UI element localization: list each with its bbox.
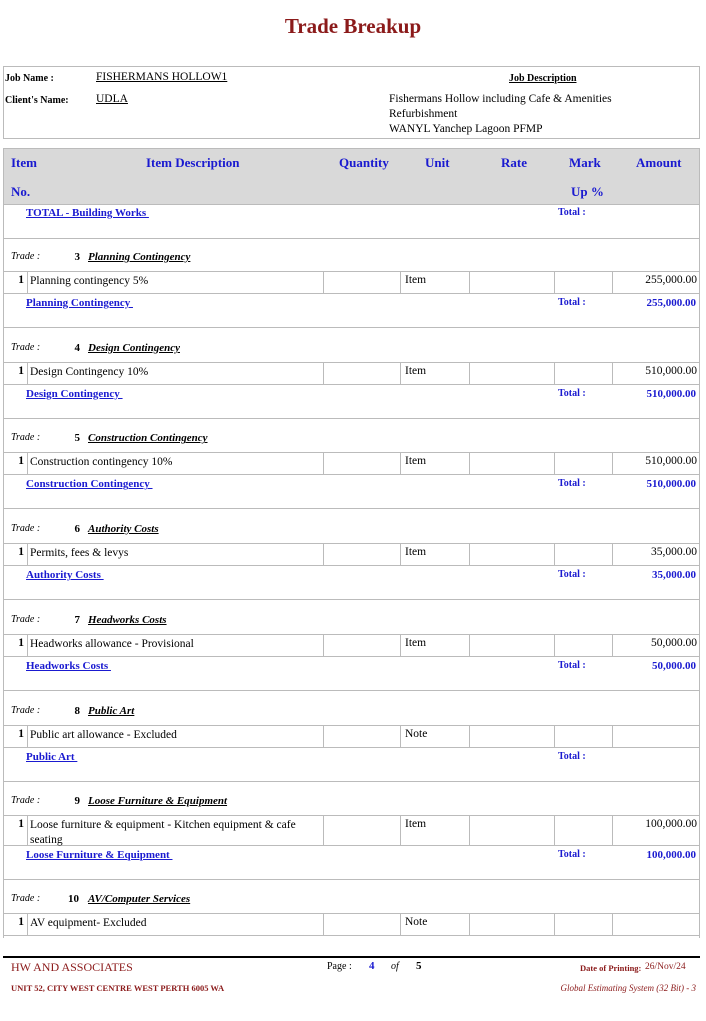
trade-total-amount: 255,000.00 — [646, 297, 696, 309]
item-number: 1 — [18, 274, 24, 286]
item-amount: 510,000.00 — [645, 364, 697, 377]
client-name-value: UDLA — [96, 93, 128, 105]
item-description: Construction contingency 10% — [30, 456, 173, 469]
trade-total-amount: 510,000.00 — [646, 478, 696, 491]
footer-page-count: 5 — [416, 960, 422, 972]
trade-total-link[interactable]: Loose Furniture & Equipment — [26, 849, 173, 862]
item-amount: 510,000.00 — [645, 455, 697, 468]
cell-divider — [323, 914, 324, 935]
footer-date: 26/Nov/24 — [645, 962, 686, 972]
trade-total-label: Total : — [558, 297, 586, 308]
trade-number: 7 — [74, 613, 80, 626]
cell-divider — [612, 272, 613, 293]
trade-name: Headworks Costs — [88, 613, 167, 626]
table-row — [3, 543, 700, 566]
table-row — [3, 452, 700, 475]
trade-name: AV/Computer Services — [88, 892, 191, 905]
section-divider — [3, 418, 700, 419]
job-description-label: Job Description — [509, 73, 577, 84]
cell-divider — [612, 544, 613, 565]
trade-label: Trade : — [11, 341, 41, 353]
item-number: 1 — [18, 455, 24, 468]
table-row — [3, 634, 700, 657]
trade-label: Trade : — [11, 892, 41, 904]
cell-divider — [400, 544, 401, 565]
trade-name: Planning Contingency — [88, 251, 191, 263]
item-number: 1 — [18, 818, 24, 831]
building-works-total-link[interactable]: TOTAL - Building Works — [26, 207, 149, 219]
trade-total-amount: 50,000.00 — [652, 659, 696, 672]
trade-number: 5 — [74, 432, 80, 445]
cell-divider — [27, 635, 28, 656]
cell-divider — [554, 272, 555, 293]
cell-divider — [323, 272, 324, 293]
cell-divider — [469, 635, 470, 656]
cell-divider — [323, 726, 324, 747]
item-unit: Item — [405, 364, 427, 377]
page-title: Trade Breakup — [284, 14, 422, 38]
item-unit: Item — [405, 818, 427, 831]
trade-number: 6 — [74, 523, 80, 536]
cell-divider — [400, 272, 401, 293]
item-description: AV equipment- Excluded — [30, 916, 147, 929]
footer-company: HW AND ASSOCIATES — [11, 960, 133, 974]
job-description-line: Fishermans Hollow including Cafe & Amenities — [389, 93, 612, 105]
cell-divider — [400, 726, 401, 747]
trade-total-link[interactable]: Design Contingency — [26, 387, 123, 400]
col-rate: Rate — [501, 155, 527, 170]
col-description: Item Description — [146, 155, 240, 170]
section-divider — [3, 508, 700, 509]
cell-divider — [400, 635, 401, 656]
cell-divider — [27, 363, 28, 384]
trade-label: Trade : — [11, 251, 41, 262]
job-description-line: WANYL Yanchep Lagoon PFMP — [389, 123, 543, 135]
column-header — [3, 148, 700, 205]
cell-divider — [554, 544, 555, 565]
item-description: Public art allowance - Excluded — [30, 728, 177, 741]
col-item: Item — [11, 155, 37, 170]
col-item-no: No. — [11, 184, 31, 199]
item-unit: Note — [405, 915, 428, 928]
item-description: Planning contingency 5% — [30, 275, 149, 287]
trade-name: Construction Contingency — [88, 432, 208, 445]
trade-label: Trade : — [11, 795, 41, 807]
section-divider — [3, 781, 700, 782]
trade-number: 10 — [68, 892, 79, 905]
table-row — [3, 815, 700, 846]
trade-number: 3 — [74, 251, 80, 263]
item-amount: 100,000.00 — [645, 818, 697, 831]
cell-divider — [27, 816, 28, 845]
trade-number: 4 — [74, 341, 80, 354]
cell-divider — [323, 816, 324, 845]
trade-label: Trade : — [11, 704, 41, 716]
trade-total-label: Total : — [558, 659, 586, 671]
item-unit: Item — [405, 274, 427, 286]
cell-divider — [27, 726, 28, 747]
trade-name: Authority Costs — [88, 523, 159, 536]
item-unit: Item — [405, 455, 427, 468]
cell-divider — [554, 914, 555, 935]
trade-total-label: Total : — [558, 478, 586, 490]
cell-divider — [400, 363, 401, 384]
table-row — [3, 725, 700, 748]
trade-total-link[interactable]: Planning Contingency — [26, 297, 133, 309]
item-unit: Item — [405, 636, 427, 649]
item-number: 1 — [18, 636, 24, 649]
cell-divider — [554, 635, 555, 656]
item-description: Loose furniture & equipment - Kitchen equipment & cafe seating — [30, 819, 296, 847]
cell-divider — [323, 453, 324, 474]
section-divider — [3, 879, 700, 880]
cell-divider — [554, 363, 555, 384]
section-divider — [3, 238, 700, 239]
building-works-total-label: Total : — [558, 207, 586, 218]
cell-divider — [323, 363, 324, 384]
cell-divider — [612, 363, 613, 384]
col-amount: Amount — [636, 155, 682, 170]
job-name-label: Job Name : — [5, 73, 54, 84]
job-info-box — [3, 66, 700, 139]
cell-divider — [612, 726, 613, 747]
cell-divider — [27, 914, 28, 935]
trade-label: Trade : — [11, 523, 41, 535]
table-row — [3, 913, 700, 936]
cell-divider — [612, 635, 613, 656]
item-description: Permits, fees & levys — [30, 547, 129, 560]
trade-number: 8 — [74, 704, 80, 717]
item-unit: Item — [405, 546, 427, 559]
col-quantity: Quantity — [339, 155, 389, 170]
section-divider — [3, 327, 700, 328]
col-markup-pct: Up % — [571, 184, 604, 199]
cell-divider — [469, 544, 470, 565]
cell-divider — [27, 453, 28, 474]
section-divider — [3, 690, 700, 691]
footer-of-label: of — [391, 961, 399, 972]
cell-divider — [469, 453, 470, 474]
col-unit: Unit — [425, 155, 450, 170]
item-amount: 50,000.00 — [651, 636, 697, 649]
table-row — [3, 362, 700, 385]
cell-divider — [612, 816, 613, 845]
trade-total-amount: 100,000.00 — [646, 849, 696, 862]
trade-label: Trade : — [11, 432, 41, 444]
footer-date-label: Date of Printing: — [580, 963, 642, 973]
cell-divider — [469, 914, 470, 935]
cell-divider — [323, 635, 324, 656]
trade-total-link[interactable]: Construction Contingency — [26, 478, 153, 491]
trade-total-link[interactable]: Public Art — [26, 750, 78, 763]
item-description: Design Contingency 10% — [30, 365, 149, 378]
footer-rule — [3, 956, 700, 958]
footer-address: UNIT 52, CITY WEST CENTRE WEST PERTH 6005 WA — [11, 983, 225, 993]
item-number: 1 — [18, 546, 24, 559]
item-amount: 35,000.00 — [651, 546, 697, 559]
cell-divider — [469, 272, 470, 293]
trade-name: Loose Furniture & Equipment — [88, 795, 228, 808]
cell-divider — [400, 816, 401, 845]
trade-total-amount: 35,000.00 — [652, 569, 696, 582]
table-row — [3, 271, 700, 294]
cell-divider — [469, 363, 470, 384]
cell-divider — [469, 816, 470, 845]
cell-divider — [612, 453, 613, 474]
trade-total-label: Total : — [558, 750, 586, 762]
trade-total-label: Total : — [558, 849, 586, 861]
cell-divider — [400, 914, 401, 935]
trade-label: Trade : — [11, 613, 41, 625]
trade-total-label: Total : — [558, 569, 586, 581]
cell-divider — [554, 453, 555, 474]
footer-page-label: Page : — [327, 961, 352, 972]
trade-name: Design Contingency — [88, 341, 180, 354]
section-divider — [3, 599, 700, 600]
job-description-line: Refurbishment — [389, 108, 458, 120]
trade-name: Public Art — [88, 704, 135, 717]
cell-divider — [27, 272, 28, 293]
job-name-value: FISHERMANS HOLLOW1 — [96, 71, 228, 83]
footer-system: Global Estimating System (32 Bit) - 3 — [560, 983, 696, 993]
item-number: 1 — [18, 364, 24, 377]
cell-divider — [469, 726, 470, 747]
trade-total-link[interactable]: Headworks Costs — [26, 659, 111, 672]
item-amount: 255,000.00 — [645, 274, 697, 286]
cell-divider — [27, 544, 28, 565]
col-markup: Mark — [569, 155, 601, 170]
cell-divider — [554, 726, 555, 747]
trade-number: 9 — [74, 795, 80, 808]
client-name-label: Client's Name: — [5, 95, 69, 106]
item-unit: Note — [405, 727, 428, 740]
footer-page-number: 4 — [369, 960, 375, 972]
trade-total-amount: 510,000.00 — [646, 387, 696, 400]
item-number: 1 — [18, 727, 24, 740]
trade-total-link[interactable]: Authority Costs — [26, 569, 104, 582]
cell-divider — [400, 453, 401, 474]
item-number: 1 — [18, 915, 24, 928]
cell-divider — [612, 914, 613, 935]
cell-divider — [323, 544, 324, 565]
trade-total-label: Total : — [558, 387, 586, 399]
item-description: Headworks allowance - Provisional — [30, 637, 194, 650]
cell-divider — [554, 816, 555, 845]
